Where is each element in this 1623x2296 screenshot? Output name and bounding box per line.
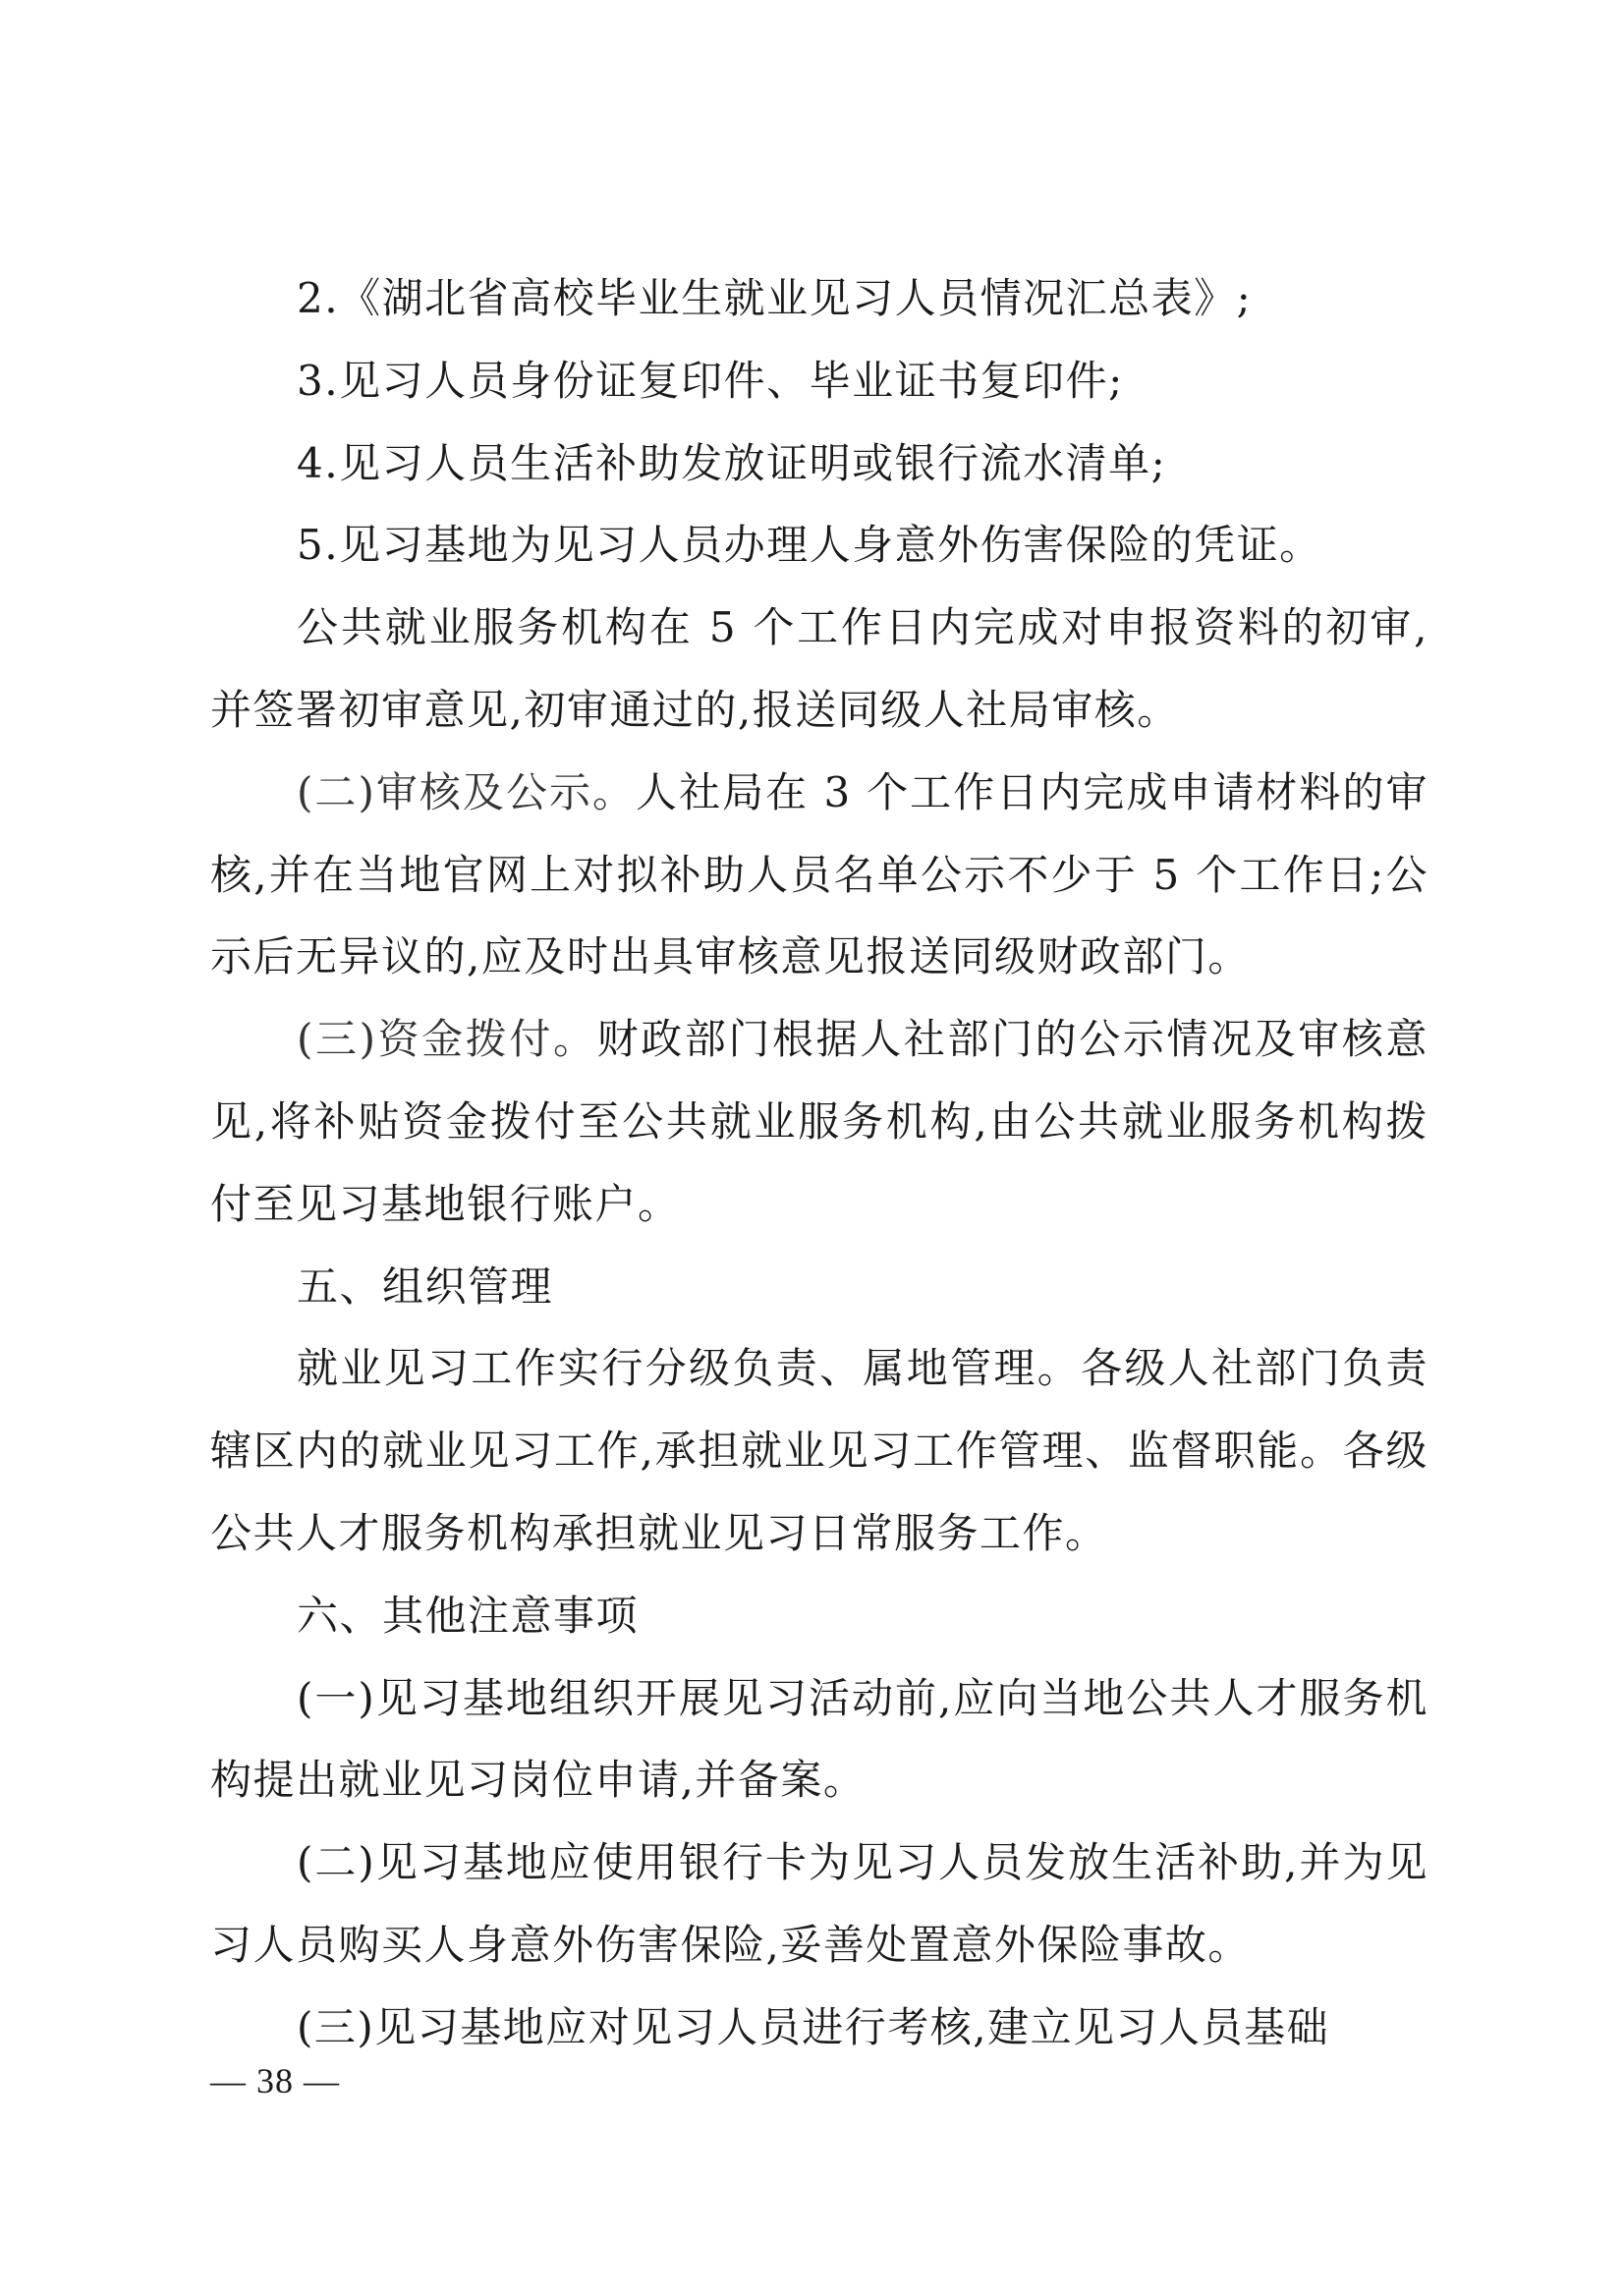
section-heading: 五、组织管理 <box>297 1261 554 1311</box>
list-item-5 <box>210 504 1428 587</box>
paragraph-fund-allocation <box>210 998 1428 1245</box>
paragraph-text: 5.见习基地为见习人员办理人身意外伤害保险的凭证。 <box>297 521 1322 570</box>
paragraph-text: 3.见习人员身份证复印件、毕业证书复印件; <box>297 356 1124 405</box>
paragraph-note-2 <box>210 1821 1428 1987</box>
paragraph-preliminary-review <box>210 587 1428 752</box>
list-item-4 <box>210 422 1428 505</box>
paragraph-review-and-publicity <box>210 752 1428 998</box>
paragraph-text: (一)见习基地组织开展见习活动前,应向当地公共人才服务机构提出就业见习岗位申请,并备案。 <box>210 1673 1428 1805</box>
paragraph-text: 2.《湖北省高校毕业生就业见习人员情况汇总表》; <box>297 274 1253 322</box>
section-heading-other-notes <box>210 1575 1428 1657</box>
paragraph-text: 财政部门根据人社部门的公示情况及审核意见,将补贴资金拨付至公共就业服务机构,由公共就业服务机构拨付至见习基地银行账户。 <box>210 1015 1428 1228</box>
paragraph-text: 人社局在 3 个工作日内完成申请材料的审核,并在当地官网上对拟补助人员名单公示不少于 5 个工作日;公示后无异议的,应及时出具审核意见报送同级财政部门。 <box>210 767 1428 981</box>
paragraph-text: 公共就业服务机构在 5 个工作日内完成对申报资料的初审,并签署初审意见,初审通过的,报送同级人社局审核。 <box>210 603 1428 734</box>
section-heading: 六、其他注意事项 <box>297 1591 640 1640</box>
paragraph-text: (三)见习基地应对见习人员进行考核,建立见习人员基础 <box>297 2002 1330 2051</box>
paragraph-text: 4.见习人员生活补助发放证明或银行流水清单; <box>297 438 1167 487</box>
paragraph-note-3 <box>210 1987 1428 2069</box>
subsection-heading: (三)资金拨付。 <box>297 1015 597 1064</box>
list-item-3 <box>210 340 1428 422</box>
paragraph-text: (二)见习基地应使用银行卡为见习人员发放生活补助,并为见习人员购买人身意外伤害保险,妥善处置意外保险事故。 <box>210 1838 1428 1969</box>
subsection-heading: (二)审核及公示。 <box>297 767 637 816</box>
paragraph-note-1 <box>210 1657 1428 1822</box>
page-number: — 38 — <box>210 2061 340 2100</box>
document-body <box>210 257 1428 2069</box>
paragraph-organization-management <box>210 1327 1428 1574</box>
section-heading-organization-management <box>210 1246 1428 1328</box>
paragraph-text: 就业见习工作实行分级负责、属地管理。各级人社部门负责辖区内的就业见习工作,承担就业见习工作管理、监督职能。各级公共人才服务机构承担就业见习日常服务工作。 <box>210 1344 1428 1557</box>
list-item-2 <box>210 257 1428 340</box>
